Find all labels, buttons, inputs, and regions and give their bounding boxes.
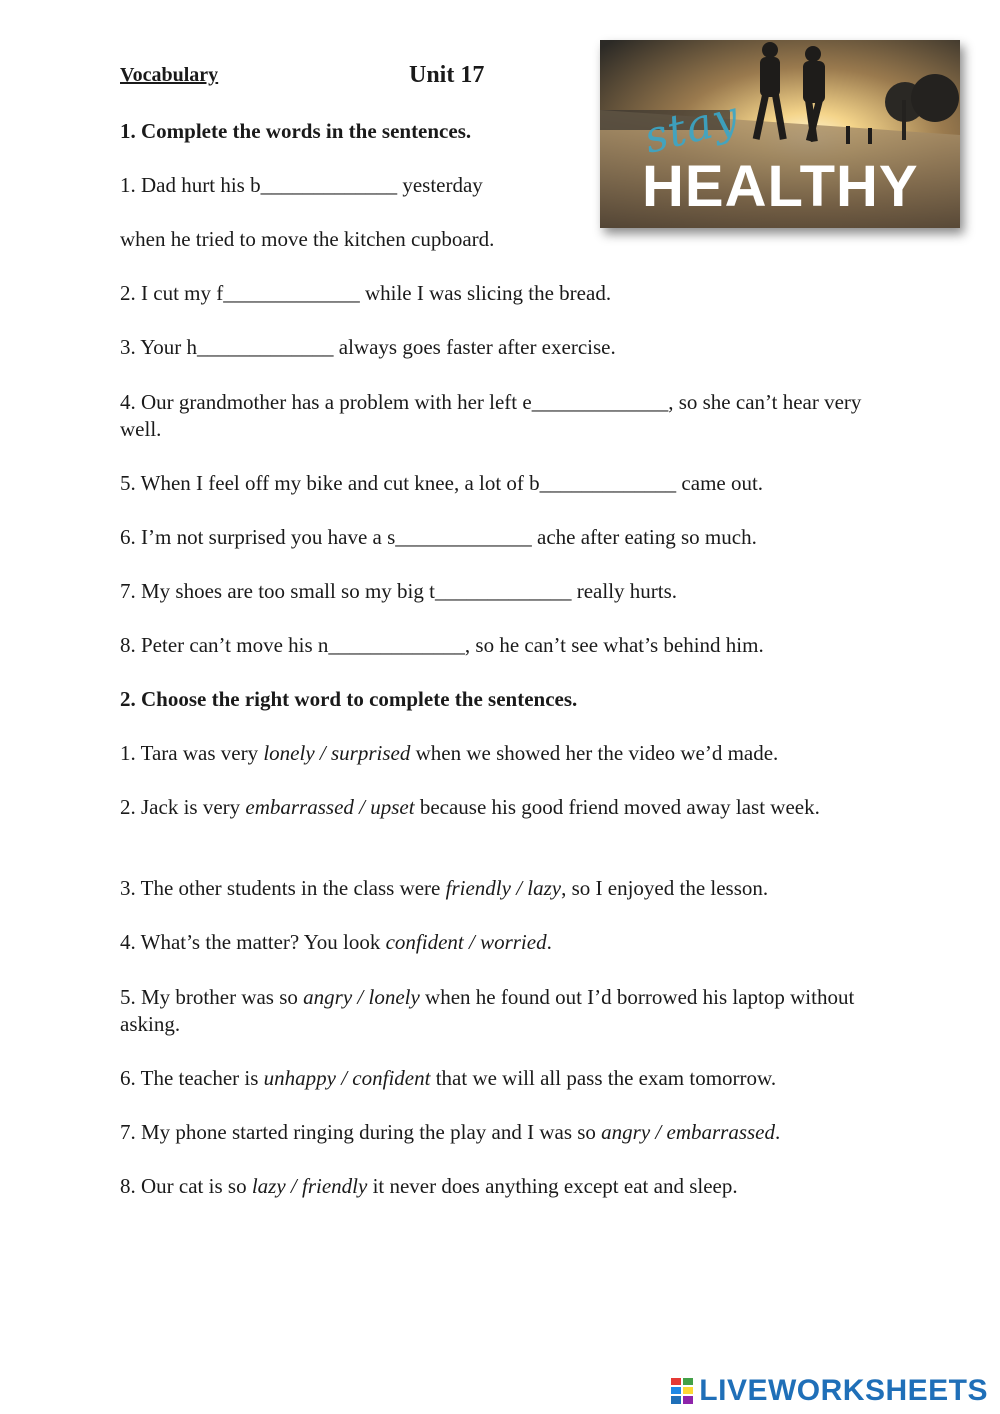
choice-question-text: 3. The other students in the class were bbox=[120, 876, 446, 900]
word-choice[interactable]: lonely / surprised bbox=[263, 741, 411, 765]
liveworksheets-logo-icon bbox=[671, 1378, 693, 1404]
vocabulary-heading: Vocabulary bbox=[120, 64, 219, 86]
unit-title: Unit 17 bbox=[409, 62, 485, 88]
question-8: 8. Peter can’t move his n_____________, so he can’t see what’s behind him. bbox=[120, 633, 764, 657]
choice-question-text: because his good friend moved away last week. bbox=[414, 795, 820, 819]
word-choice[interactable]: lazy / friendly bbox=[251, 1174, 368, 1198]
choice-question-text: 4. What’s the matter? You look bbox=[120, 930, 386, 954]
question-2: 2. I cut my f_____________ while I was slicing the bread. bbox=[120, 281, 612, 305]
word-choice[interactable]: friendly / lazy bbox=[445, 876, 562, 900]
choice-question-text: that we will all pass the exam tomorrow. bbox=[430, 1066, 777, 1090]
liveworksheets-logo-text: LIVEWORKSHEETS bbox=[699, 1374, 988, 1407]
liveworksheets-logo[interactable] bbox=[671, 1376, 988, 1406]
choice-question-text: . bbox=[546, 930, 552, 954]
choice-question-3 bbox=[120, 875, 768, 902]
question-5: 5. When I feel off my bike and cut knee, a lot of b_____________ came out. bbox=[120, 471, 764, 495]
stay-script-text: stay bbox=[639, 91, 745, 164]
word-choice[interactable]: angry / lonely bbox=[303, 985, 420, 1009]
question-1-line-2: when he tried to move the kitchen cupboard. bbox=[120, 227, 495, 251]
stay-healthy-photo bbox=[600, 40, 960, 228]
choice-question-6 bbox=[120, 1065, 776, 1092]
choice-question-7 bbox=[120, 1119, 780, 1146]
word-choice[interactable]: embarrassed / upset bbox=[245, 795, 415, 819]
choice-question-text: it never does anything except eat and sleep. bbox=[367, 1174, 738, 1198]
choice-question-2 bbox=[120, 794, 870, 821]
choice-question-text: 8. Our cat is so bbox=[120, 1174, 252, 1198]
question-4: 4. Our grandmother has a problem with her left e_____________, so she can’t hear very well. bbox=[120, 390, 862, 441]
choice-question-text: 1. Tara was very bbox=[120, 741, 264, 765]
word-choice[interactable]: angry / embarrassed bbox=[601, 1120, 775, 1144]
choice-question-text: 7. My phone started ringing during the play and I was so bbox=[120, 1120, 602, 1144]
section1-heading: 1. Complete the words in the sentences. bbox=[120, 119, 472, 143]
choice-question-text: 2. Jack is very bbox=[120, 795, 246, 819]
question-1-line-1: 1. Dad hurt his b_____________ yesterday bbox=[120, 173, 483, 197]
question-3: 3. Your h_____________ always goes faster after exercise. bbox=[120, 335, 616, 359]
choice-question-8 bbox=[120, 1173, 738, 1200]
choice-question-text: 6. The teacher is bbox=[120, 1066, 264, 1090]
choice-question-4 bbox=[120, 929, 552, 956]
word-choice[interactable]: unhappy / confident bbox=[263, 1066, 431, 1090]
choice-question-text: when we showed her the video we’d made. bbox=[410, 741, 779, 765]
word-choice[interactable]: confident / worried bbox=[385, 930, 547, 954]
choice-question-1 bbox=[120, 740, 778, 767]
choice-question-text: when he found out I’d borrowed his laptop without asking. bbox=[120, 985, 855, 1036]
choice-question-text: , so I enjoyed the lesson. bbox=[561, 876, 769, 900]
choice-question-text: . bbox=[775, 1120, 781, 1144]
healthy-title-text: HEALTHY bbox=[642, 154, 919, 219]
question-6: 6. I’m not surprised you have a s_____________ ache after eating so much. bbox=[120, 525, 757, 549]
question-7: 7. My shoes are too small so my big t_____________ really hurts. bbox=[120, 579, 678, 603]
choice-question-5 bbox=[120, 984, 880, 1038]
section2-heading: 2. Choose the right word to complete the sentences. bbox=[120, 687, 578, 711]
choice-question-text: 5. My brother was so bbox=[120, 985, 304, 1009]
